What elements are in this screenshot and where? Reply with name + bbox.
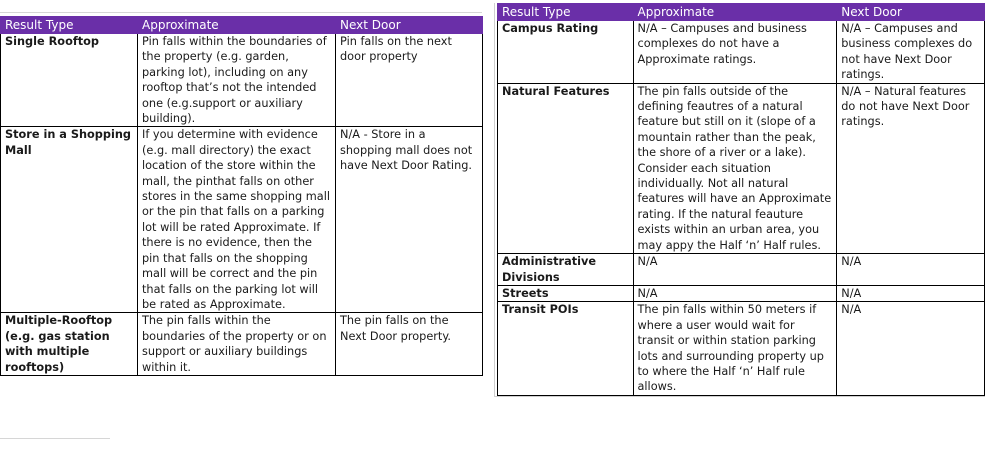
- left-table-container: [0, 16, 482, 376]
- header-next-door: Next Door: [336, 17, 483, 34]
- left-rating-table: [0, 16, 483, 376]
- approximate-cell: N/A: [633, 285, 837, 301]
- result-type-cell: Streets: [498, 285, 634, 301]
- table-row: [1, 313, 483, 376]
- approximate-cell: N/A – Campuses and business complexes do not have a Approximate ratings.: [633, 21, 837, 84]
- header-result-type: Result Type: [498, 4, 634, 21]
- header-approximate: Approximate: [633, 4, 837, 21]
- left-header-row: [1, 17, 483, 34]
- table-row: [498, 285, 985, 301]
- next-door-cell: The pin falls on the Next Door property.: [336, 313, 483, 376]
- approximate-cell: The pin falls outside of the defining feautres of a natural feature but still on it (slope of a mountain rather than the peak, the shore of a river or a lake). Consider each situation individually. Not all natural features will have an Approximate rating. If the natural feauture exists within an urban area, you may appy the Half ‘n’ Half rules.: [633, 83, 837, 253]
- next-door-cell: N/A - Store in a shopping mall does not have Next Door Rating.: [336, 127, 483, 313]
- next-door-cell: Pin falls on the next door property: [336, 34, 483, 127]
- header-result-type: Result Type: [1, 17, 138, 34]
- next-door-cell: N/A: [837, 302, 985, 395]
- approximate-cell: The pin falls within the boundaries of the property or on support or auxiliary buildings within it.: [138, 313, 336, 376]
- table-row: [1, 127, 483, 313]
- result-type-cell: Campus Rating: [498, 21, 634, 84]
- right-header-row: [498, 4, 985, 21]
- right-table-container: [494, 3, 985, 397]
- result-type-cell: Multiple-Rooftop (e.g. gas station with multiple rooftops): [1, 313, 138, 376]
- approximate-cell: N/A: [633, 254, 837, 286]
- table-row: [498, 83, 985, 253]
- next-door-cell: N/A: [837, 254, 985, 286]
- result-type-cell: Single Rooftop: [1, 34, 138, 127]
- approximate-cell: The pin falls within 50 meters if where a user would wait for transit or within station parking lots and surrounding property up to where the Half ‘n’ Half rule allows.: [633, 302, 837, 395]
- result-type-cell: Transit POIs: [498, 302, 634, 395]
- header-next-door: Next Door: [837, 4, 985, 21]
- header-approximate: Approximate: [138, 17, 336, 34]
- next-door-cell: N/A: [837, 285, 985, 301]
- next-door-cell: N/A – Campuses and business complexes do not have Next Door ratings.: [837, 21, 985, 84]
- approximate-cell: If you determine with evidence (e.g. mall directory) the exact location of the store within the mall, the pinthat falls on other stores in the same shopping mall or the pin that falls on a parking lot will be rated Approximate. If there is no evidence, then the pin that falls on the shopping mall will be correct and the pin that falls on the parking lot will be rated as Approximate.: [138, 127, 336, 313]
- next-door-cell: N/A – Natural features do not have Next Door ratings.: [837, 83, 985, 253]
- right-rating-table: [497, 3, 985, 396]
- left-bottom-rule: [0, 438, 110, 439]
- table-row: [498, 302, 985, 395]
- table-row: [1, 34, 483, 127]
- result-type-cell: Administrative Divisions: [498, 254, 634, 286]
- approximate-cell: Pin falls within the boundaries of the property (e.g. garden, parking lot), including on any rooftop that’s not the intended one (e.g.support or auxiliary building).: [138, 34, 336, 127]
- left-top-rule: [0, 12, 482, 13]
- table-row: [498, 21, 985, 84]
- result-type-cell: Store in a Shopping Mall: [1, 127, 138, 313]
- table-row: [498, 254, 985, 286]
- result-type-cell: Natural Features: [498, 83, 634, 253]
